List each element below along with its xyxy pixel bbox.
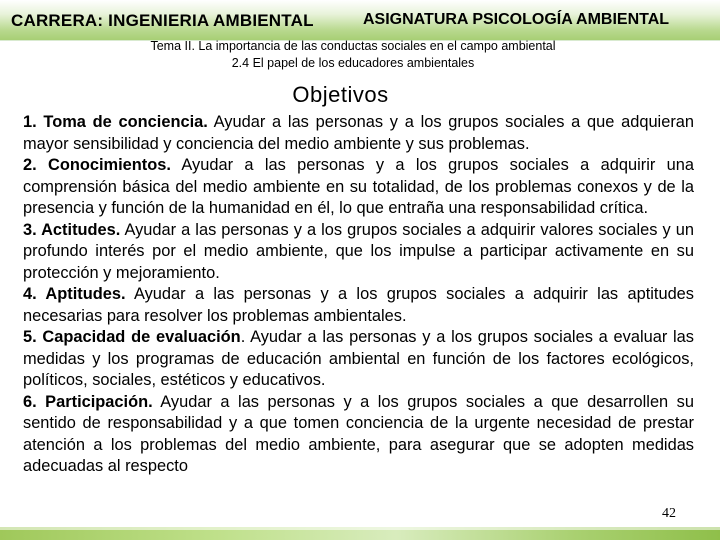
- objective-text: Ayudar a las personas y a los grupos sociales a que desarrollen su sentido de responsabilidad y a que tomen conciencia de la urgente necesidad de prestar atención a los problemas del medio ambiente, para asegurar que se adopten medidas adecuadas al respecto: [23, 392, 694, 475]
- career-header: CARRERA: INGENIERIA AMBIENTAL: [11, 11, 314, 30]
- objective-item: [23, 112, 694, 155]
- footer-band: [0, 527, 720, 540]
- section-title: Objetivos: [292, 82, 389, 107]
- objective-text: . Ayudar a las personas y a los grupos sociales a evaluar las medidas y los programas de educación ambiental en función de los factores ecológicos, políticos, sociales, estéticos y educativos.: [23, 328, 694, 389]
- topic-subtitle: Tema II. La importancia de las conductas sociales en el campo ambiental: [150, 39, 556, 53]
- objective-heading: 3. Actitudes.: [23, 220, 121, 239]
- objective-item: [23, 392, 694, 478]
- objective-item: [23, 327, 694, 392]
- objective-text: Ayudar a las personas y a los grupos sociales a adquirir las aptitudes necesarias para resolver los problemas ambientales.: [23, 285, 694, 325]
- objective-text: Ayudar a las personas y a los grupos sociales a que adquieran mayor sensibilidad y conciencia del medio ambiente y sus problemas.: [23, 113, 695, 153]
- objective-text: Ayudar a las personas y a los grupos sociales a adquirir una comprensión básica del medio ambiente en su totalidad, de los problemas conexos y de la presencia y función de la humanidad en él, lo que entraña una responsabilidad crítica.: [23, 156, 694, 217]
- objective-text: Ayudar a las personas y a los grupos sociales a adquirir valores sociales y un profundo interés por el medio ambiente, que los impulse a participar activamente en su protección y mejoramiento.: [23, 220, 694, 282]
- objective-heading: 6. Participación.: [23, 392, 153, 411]
- objective-item: [23, 155, 694, 220]
- section-subtitle: 2.4 El papel de los educadores ambientales: [231, 56, 475, 70]
- page-number: 42: [662, 506, 676, 521]
- objectives-list: [23, 112, 694, 478]
- objective-heading: 5. Capacidad de evaluación: [23, 328, 241, 346]
- objective-heading: 1. Toma de conciencia.: [23, 113, 208, 131]
- objective-heading: 2. Conocimientos.: [23, 156, 171, 174]
- objective-item: [23, 284, 694, 327]
- objective-item: [23, 220, 694, 285]
- objective-heading: 4. Aptitudes.: [23, 285, 126, 303]
- subject-header: ASIGNATURA PSICOLOGÍA AMBIENTAL: [363, 11, 670, 28]
